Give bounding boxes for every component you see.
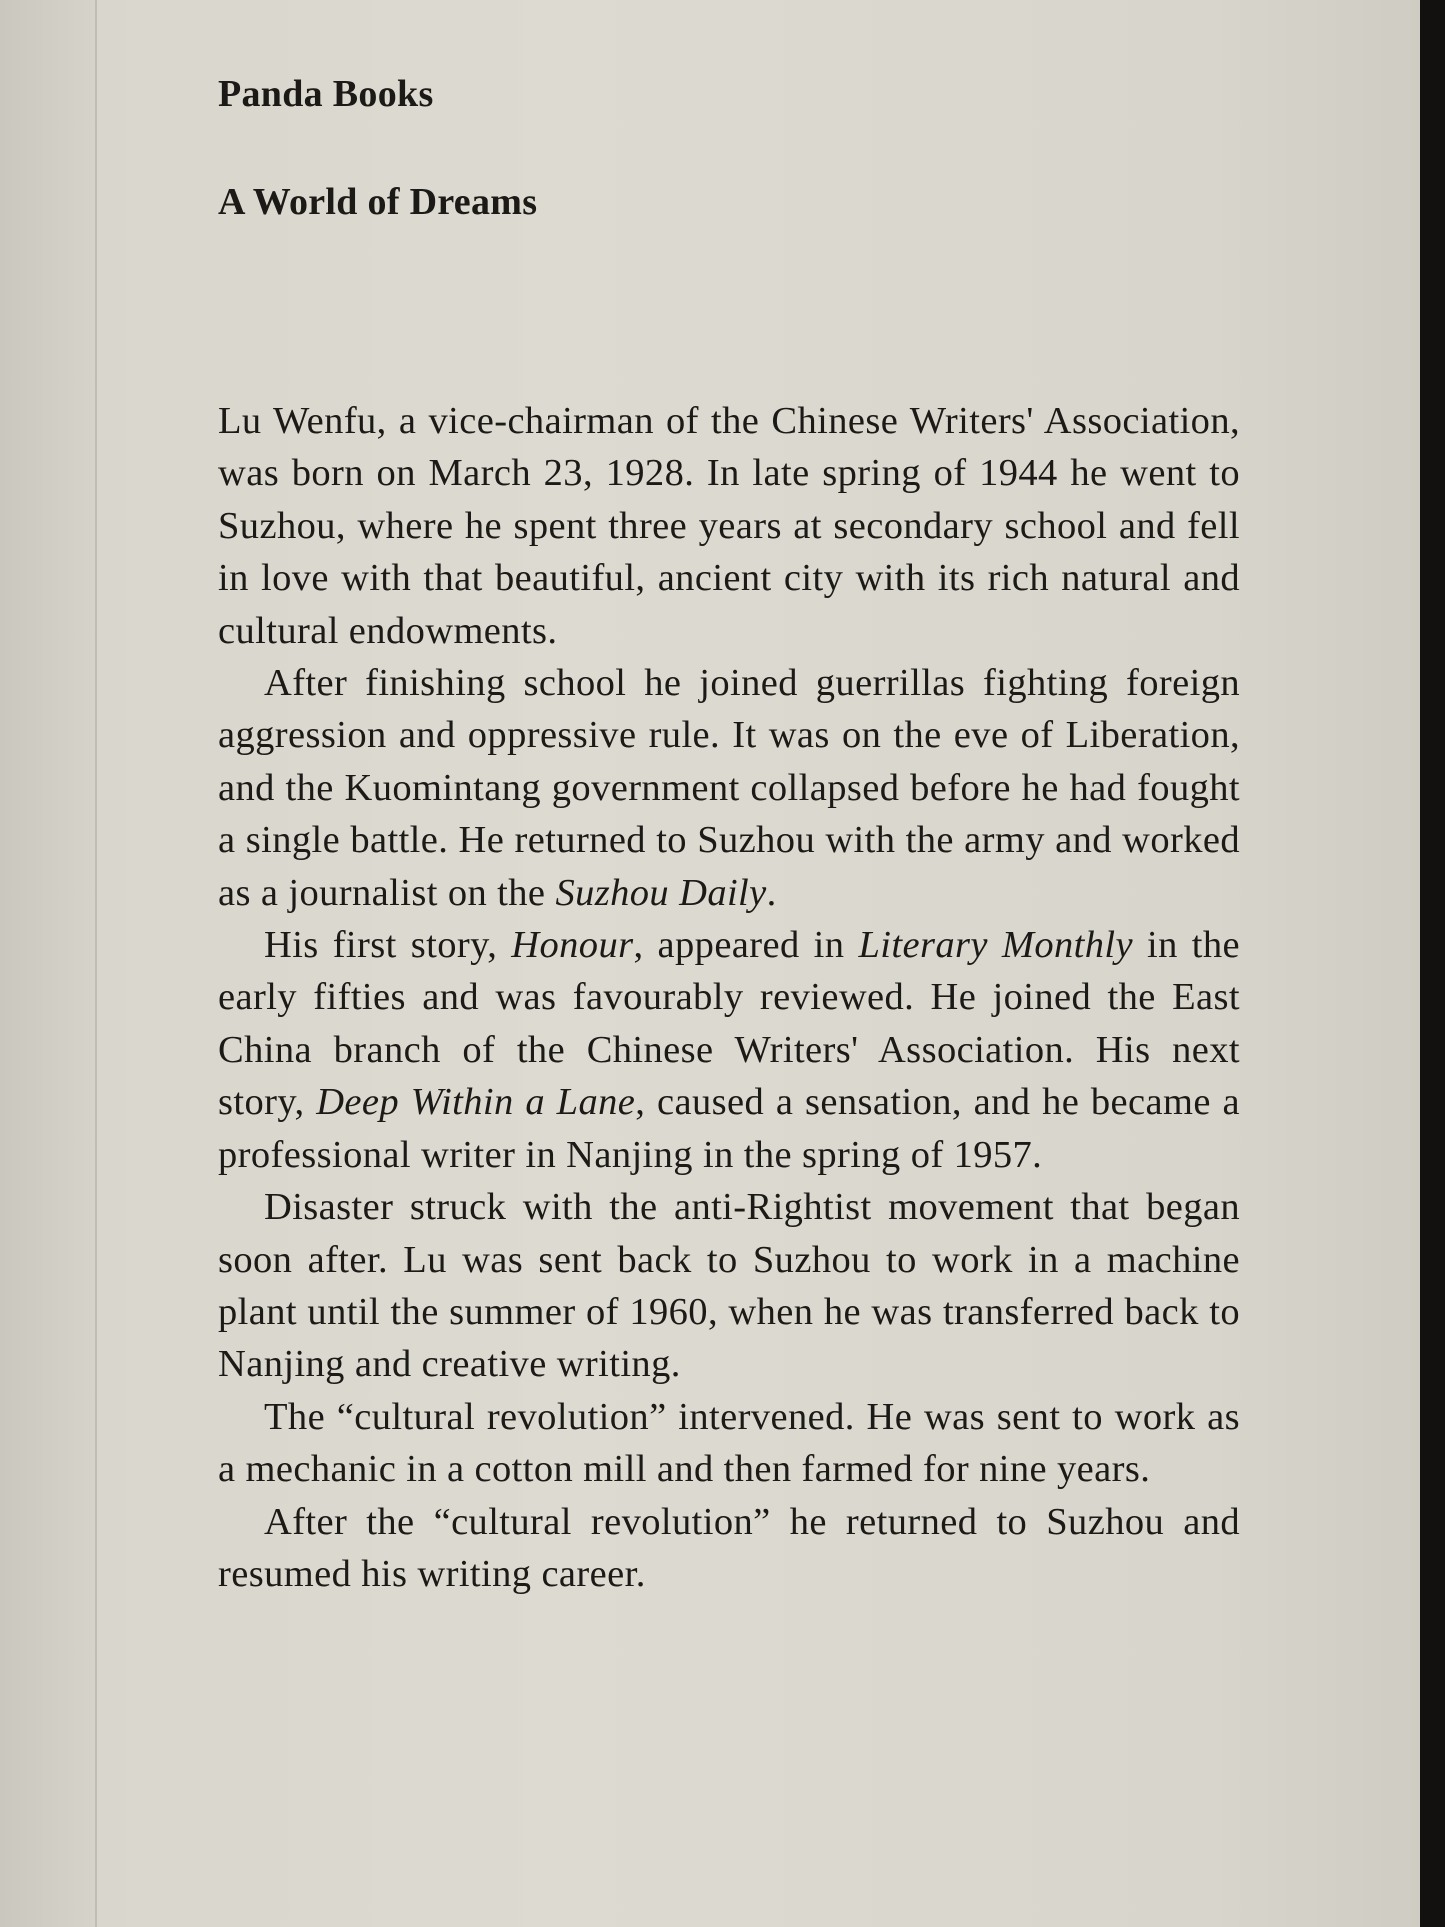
bio-paragraph-6: After the “cultural revolution” he returned to Suzhou and resumed his writing career. bbox=[218, 1500, 1240, 1595]
magazine-title: Literary Monthly bbox=[858, 924, 1133, 967]
newspaper-title: Suzhou Daily bbox=[555, 871, 767, 914]
bio-paragraph-4: Disaster struck with the anti-Rightist movement that began soon after. Lu was sent back to Suzhou to work in a machine plant until the summer of 1960, when he was transferred back to Nanjing and creative writing. bbox=[218, 1186, 1240, 1386]
bio-paragraph-3-text-b: , appeared in bbox=[633, 924, 859, 967]
bio-paragraph-2-text: After finishing school he joined guerrillas fighting foreign aggression and oppressive rule. It was on the eve of Liberation, and the Kuomintang government collapsed before he had fought a single battle. He returned to Suzhou with the army and worked as a journalist on the bbox=[218, 662, 1240, 914]
book-title: A World of Dreams bbox=[218, 181, 538, 223]
page-edge-shadow bbox=[1420, 0, 1445, 1927]
bio-paragraph-3-text-c: in the early fifties and was favourably reviewed. He joined the East China branch of the Chinese Writers' Association. His next story, bbox=[218, 924, 1241, 1124]
series-name: Panda Books bbox=[218, 73, 434, 115]
page-gutter-shadow bbox=[0, 0, 97, 1927]
story-title-honour: Honour bbox=[511, 924, 634, 967]
story-title-deep-within-a-lane: Deep Within a Lane bbox=[316, 1081, 636, 1124]
bio-paragraph-5: The “cultural revolution” intervened. He was sent to work as a mechanic in a cotton mill and then farmed for nine years. bbox=[218, 1395, 1240, 1491]
bio-paragraph-3-text-a: His first story, bbox=[264, 924, 512, 967]
bio-paragraph-3-text-d: , caused a sensation, and he became a professional writer in Nanjing in the spring of 1957. bbox=[218, 1081, 1241, 1176]
bio-paragraph-2 bbox=[218, 657, 1240, 919]
author-biography bbox=[218, 395, 1240, 1600]
bio-paragraph-1: Lu Wenfu, a vice-chairman of the Chinese Writers' Association, was born on March 23, 1928. In late spring of 1944 he went to Suzhou, where he spent three years at secondary school and fell in love with that beautiful, ancient city with its rich natural and cultural endowments. bbox=[218, 400, 1240, 652]
bio-paragraph-2-end: . bbox=[766, 871, 777, 914]
bio-paragraph-3 bbox=[218, 919, 1240, 1181]
